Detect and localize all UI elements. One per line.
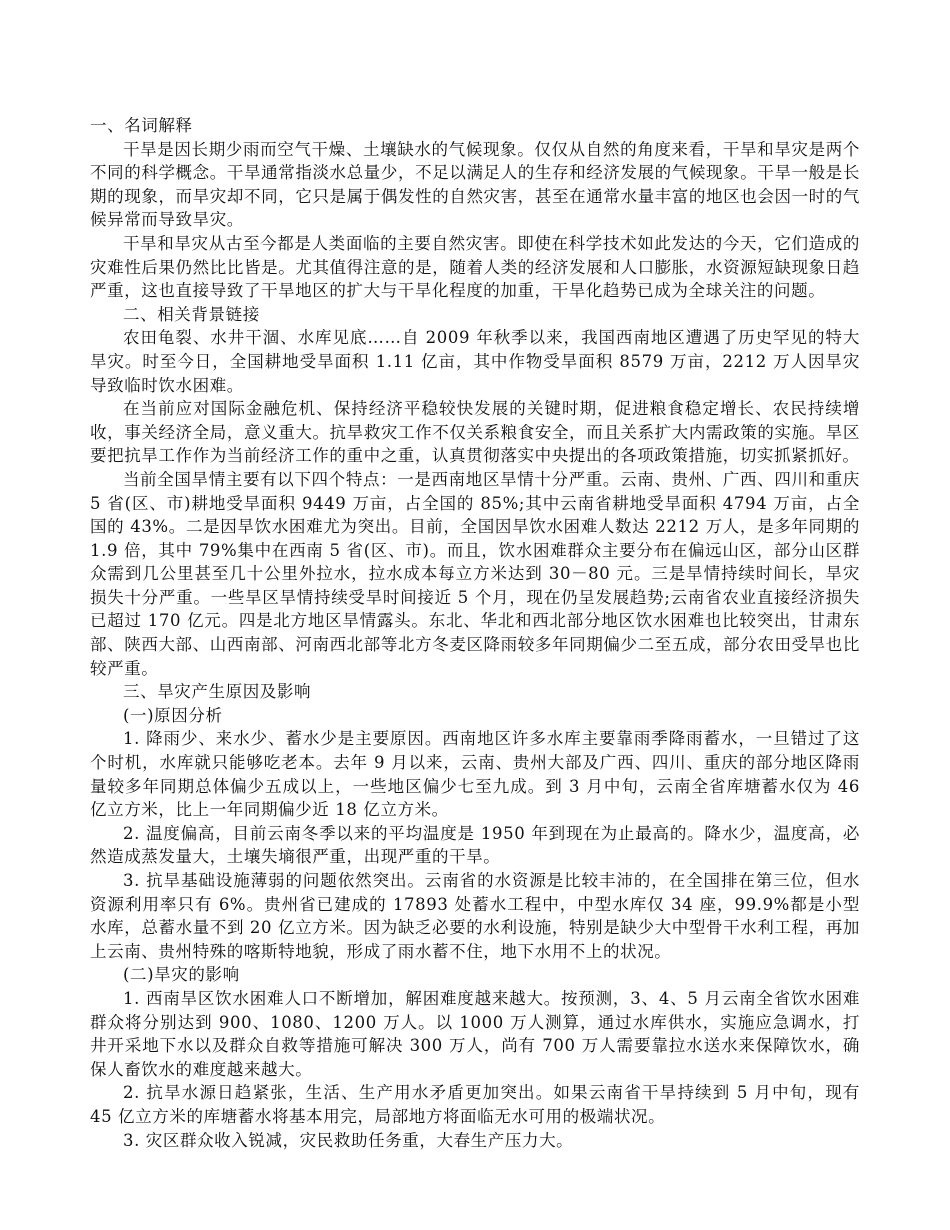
section-3-heading: 三、旱灾产生原因及影响 — [123, 682, 312, 702]
paragraph: 当前全国旱情主要有以下四个特点：一是西南地区旱情十分严重。云南、贵州、广西、四川和重庆 5 省(区、市)耕地受旱面积 9449 万亩，占全国的 85%;其中云南省耕地受旱面积 4794 万亩，占全国的 43%。二是因旱饮水困难尤为突出。目前，全国因旱饮水困难人数达 2212 万人，是多年同期的 1.9 倍，其中 79%集中在西南 5 省(区、市)。而且，饮水困难群众主要分布在偏远山区，部分山区群众需到几公里甚至几十公里外拉水，拉水成本每立方米达到 30－80 元。三是旱情持续时间长，旱灾损失十分严重。一些旱区旱情持续受旱时间接近 5 个月，现在仍呈发展趋势;云南省农业直接经济损失已超过 170 亿元。四是北方地区旱情露头。东北、华北和西北部分地区饮水困难也比较突出，甘肃东部、陕西大部、山西南部、河南西北部等北方冬麦区降雨较多年同期偏少二至五成，部分农田受旱也比较严重。 — [90, 469, 860, 678]
section-1-heading: 一、名词解释 — [90, 116, 193, 135]
list-item: 3. 灾区群众收入锐减，灾民救助任务重，大春生产压力大。 — [123, 1130, 574, 1150]
paragraph: 干旱是因长期少雨而空气干燥、土壤缺水的气候现象。仅仅从自然的角度来看，干旱和旱灾是两个不同的科学概念。干旱通常指淡水总量少，不足以满足人的生存和经济发展的气候现象。干旱一般是长期的现象，而旱灾却不同，它只是属于偶发性的自然灾害，甚至在通常水量丰富的地区也会因一时的气候异常而导致旱灾。 — [90, 139, 860, 230]
list-item: 1. 降雨少、来水少、蓄水少是主要原因。西南地区许多水库主要靠雨季降雨蓄水，一旦错过了这个时机，水库就只能够吃老本。去年 9 月以来，云南、贵州大部及广西、四川、重庆的部分地区降雨量较多年同期总体偏少五成以上，一些地区偏少七至九成。到 3 月中旬，云南全省库塘蓄水仅为 46 亿立方米，比上一年同期偏少近 18 亿立方米。 — [90, 729, 860, 820]
section-2-heading: 二、相关背景链接 — [123, 304, 260, 324]
paragraph: 农田龟裂、水井干涸、水库见底……自 2009 年秋季以来，我国西南地区遭遇了历史罕见的特大旱灾。时至今日，全国耕地受旱面积 1.11 亿亩，其中作物受旱面积 8579 万亩，2212 万人因旱灾导致临时饮水困难。 — [90, 328, 860, 395]
subsection-heading: (一)原因分析 — [123, 705, 223, 725]
list-item: 3. 抗旱基础设施薄弱的问题依然突出。云南省的水资源是比较丰沛的，在全国排在第三位，但水资源利用率只有 6%。贵州省已建成的 17893 处蓄水工程中，中型水库仅 34 座，99.9%都是小型水库，总蓄水量不到 20 亿立方米。因为缺乏必要的水利设施，特别是缺少大中型骨干水利工程，再加上云南、贵州特殊的喀斯特地貌，形成了雨水蓄不住，地下水用不上的状况。 — [90, 871, 860, 961]
subsection-heading: (二)旱灾的影响 — [123, 965, 240, 985]
list-item: 2. 抗旱水源日趋紧张，生活、生产用水矛盾更加突出。如果云南省干旱持续到 5 月中旬，现有 45 亿立方米的库塘蓄水将基本用完，局部地方将面临无水可用的极端状况。 — [90, 1083, 860, 1126]
list-item: 1. 西南旱区饮水困难人口不断增加，解困难度越来越大。按预测，3、4、5 月云南全省饮水困难群众将分别达到 900、1080、1200 万人。以 1000 万人测算，通过水库供水，实施应急调水，打井开采地下水以及群众自救等措施可解决 300 万人，尚有 700 万人需要靠拉水送水来保障饮水，确保人畜饮水的难度越来越大。 — [90, 988, 860, 1079]
paragraph: 干旱和旱灾从古至今都是人类面临的主要自然灾害。即使在科学技术如此发达的今天，它们造成的灾难性后果仍然比比皆是。尤其值得注意的是，随着人类的经济发展和人口膨胀，水资源短缺现象日趋严重，这也直接导致了干旱地区的扩大与干旱化程度的加重，干旱化趋势已成为全球关注的问题。 — [90, 233, 860, 301]
list-item: 2. 温度偏高，目前云南冬季以来的平均温度是 1950 年到现在为止最高的。降水少，温度高，必然造成蒸发量大，土壤失墒很严重，出现严重的干旱。 — [90, 823, 860, 867]
document-body — [90, 114, 860, 1152]
paragraph: 在当前应对国际金融危机、保持经济平稳较快发展的关键时期，促进粮食稳定增长、农民持续增收，事关经济全局，意义重大。抗旱救灾工作不仅关系粮食安全，而且关系扩大内需政策的实施。旱区要把抗旱工作作为当前经济工作的重中之重，认真贯彻落实中央提出的各项政策措施，切实抓紧抓好。 — [90, 399, 860, 466]
